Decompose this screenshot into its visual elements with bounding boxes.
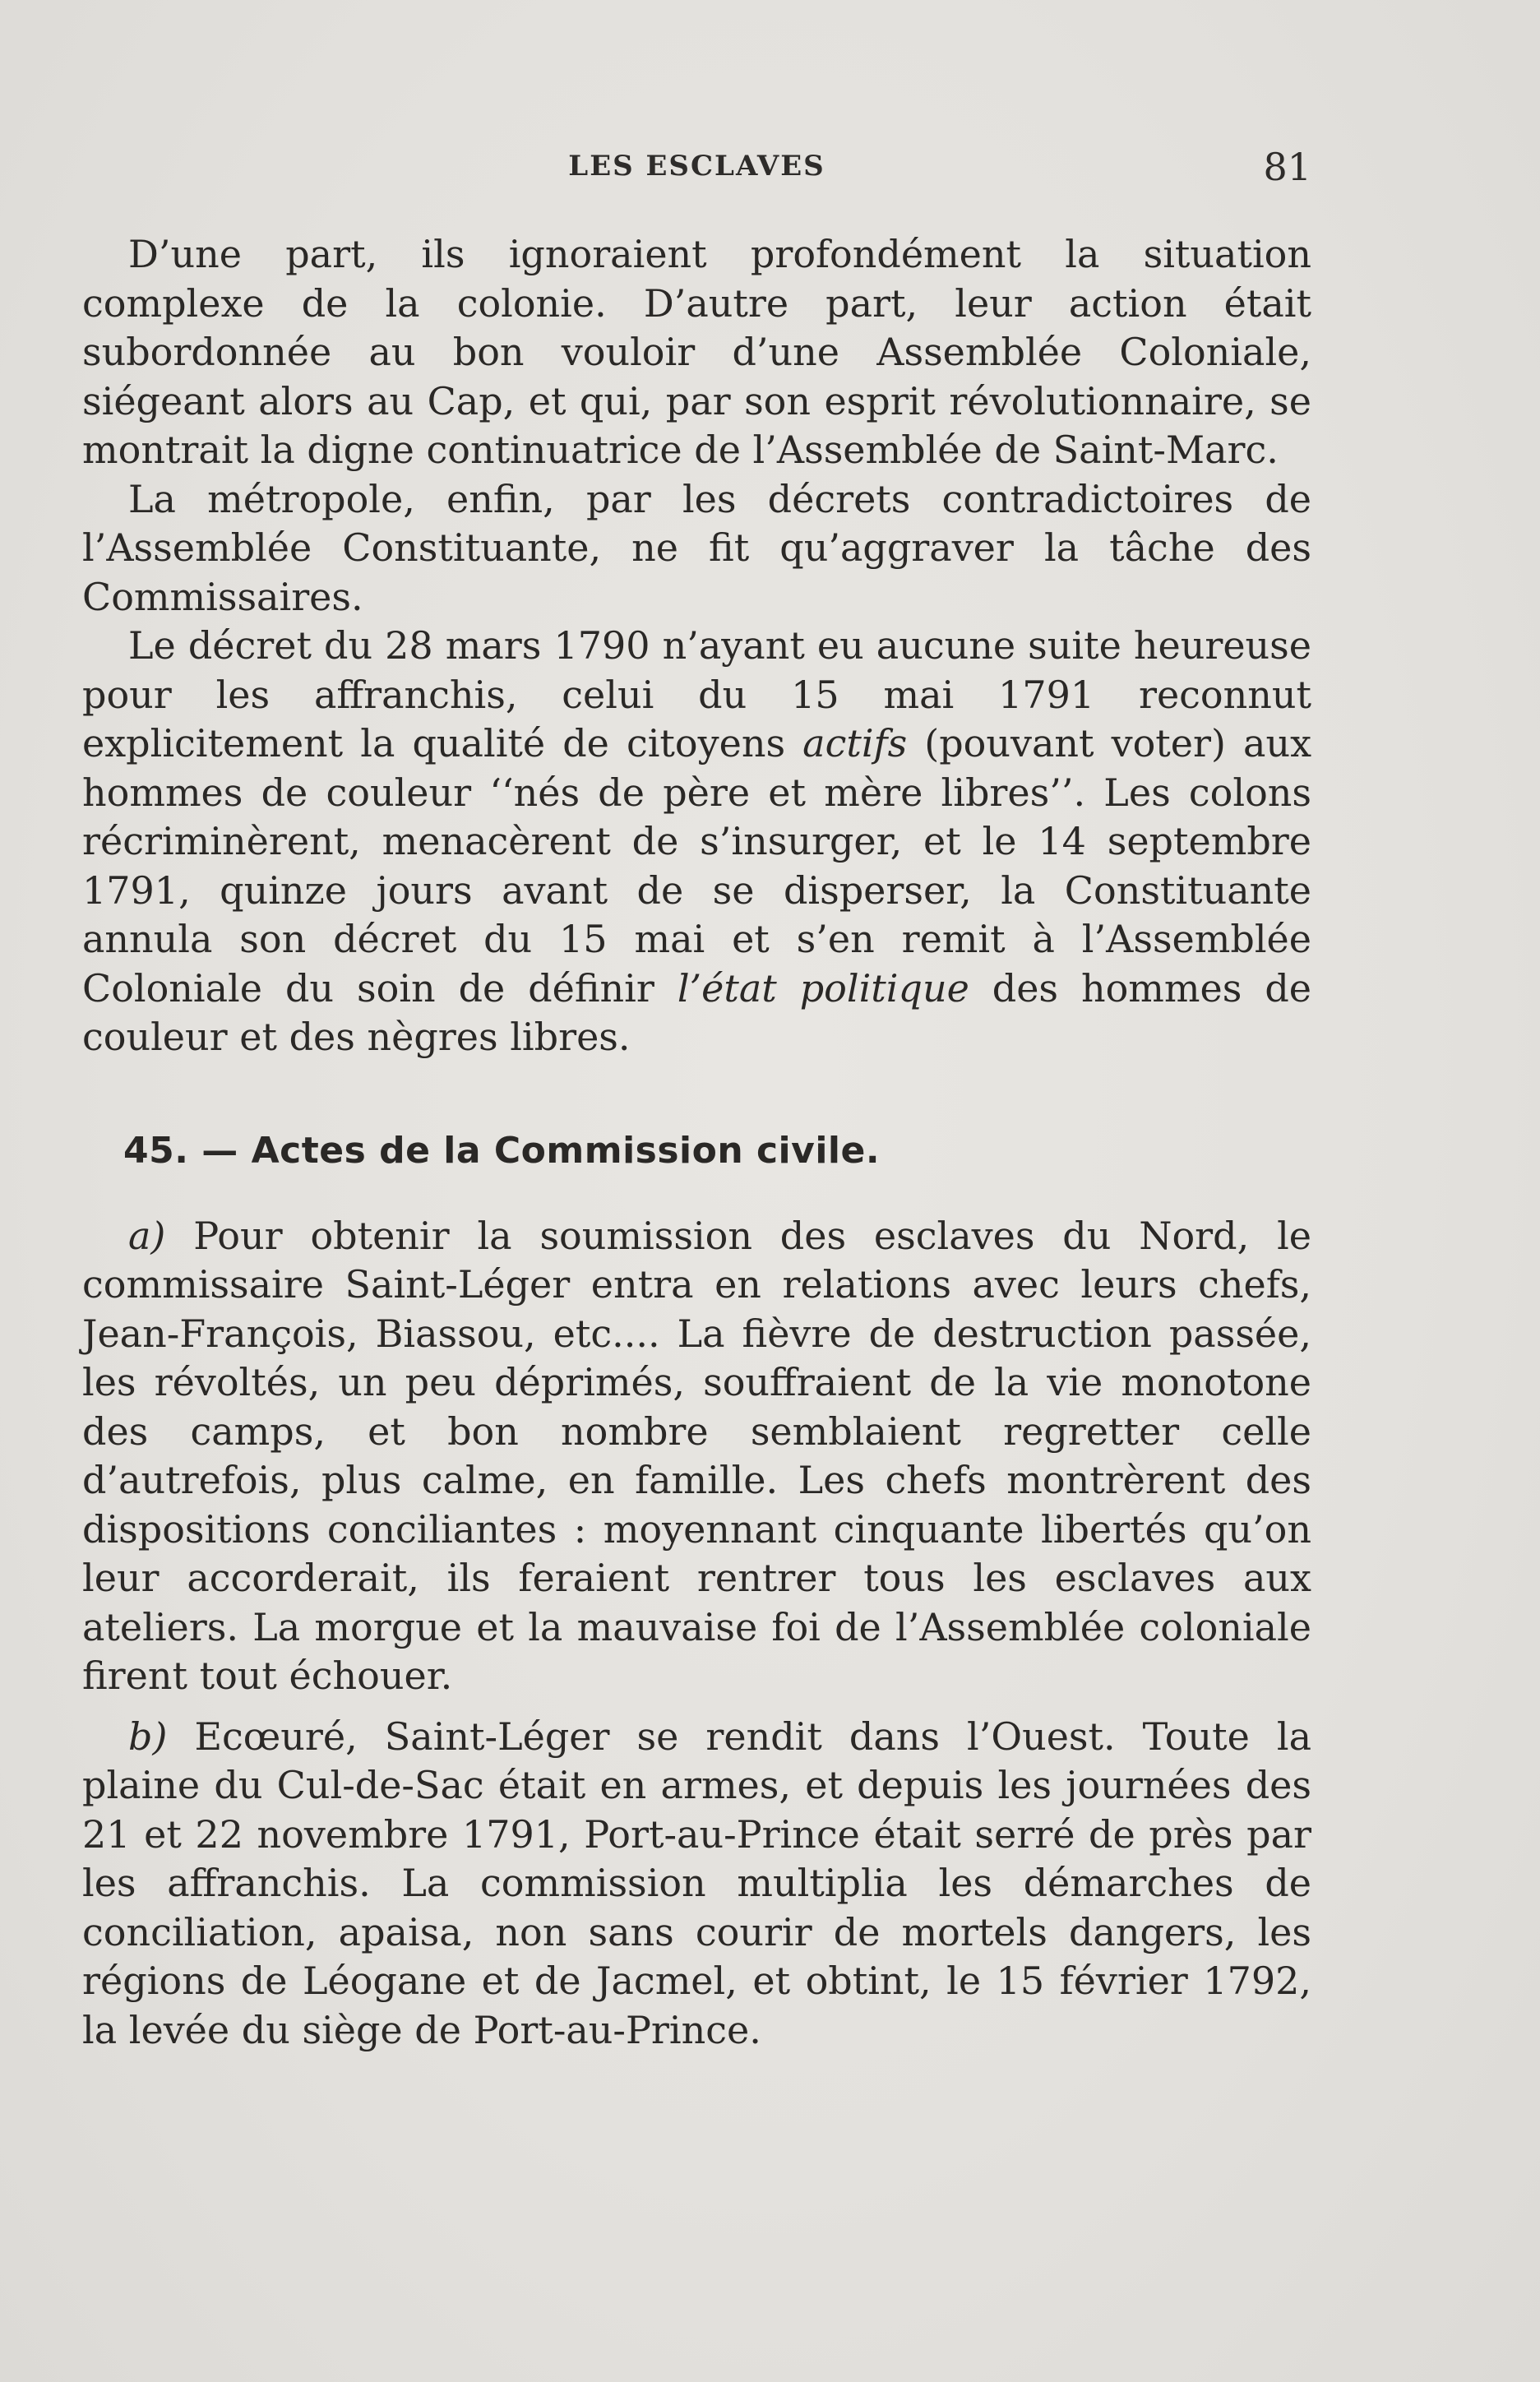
- running-head: [82, 145, 1311, 194]
- paragraph-a-text: Pour obtenir la soumission des esclaves du Nord, le commissaire Saint-Léger entra en relations avec leurs chefs, Jean-François, Biassou, etc.... La fièvre de destruction passée, les révoltés, un peu déprimés, souffraient de la vie monotone des camps, et bon nombre semblaient regretter celle d’autrefois, plus calme, en famille. Les chefs montrèrent des dispositions conciliantes : moyennant cinquante libertés qu’on leur accorderait, ils feraient rentrer tous les esclaves aux ateliers. La morgue et la mauvaise foi de l’Assemblée coloniale firent tout échouer.: [82, 1213, 1311, 1698]
- page-number: 81: [1263, 145, 1311, 189]
- list-marker-b: b): [128, 1714, 168, 1759]
- paragraph-b-text: Ecœuré, Saint-Léger se rendit dans l’Ouest. Toute la plaine du Cul-de-Sac était en armes, et depuis les journées des 21 et 22 novembre 1791, Port-au-Prince était serré de près par les affranchis. La commission multiplia les démarches de conciliation, apaisa, non sans courir de mortels dangers, les régions de Léogane et de Jacmel, et obtint, le 15 février 1792, la levée du siège de Port-au-Prince.: [82, 1714, 1311, 2052]
- paragraph-commissioners-ignorance: D’une part, ils ignoraient profondément la situation complexe de la colonie. D’autre part, leur action était subordonnée au bon vouloir d’une Assemblée Coloniale, siégeant alors au Cap, et qui, par son esprit révolutionnaire, se montrait la digne continuatrice de l’Assemblée de Saint-Marc.: [82, 232, 1311, 472]
- paragraph-b-saint-leger-west: [82, 1713, 1311, 2056]
- paragraph-decrees: [82, 622, 1311, 1062]
- section-heading: 45. — Actes de la Commission civile.: [123, 1129, 881, 1172]
- decrees-text-part-2: (pouvant voter) aux hommes de couleur ‘‘nés de père et mère libres’’. Les colons récriminèrent, menacèrent de s’insurger, et le 14 septembre 1791, quinze jours avant de se disperser, la Constituante annula son décret du 15 mai et s’en remit à l’Assemblée Coloniale du soin de définir: [82, 721, 1312, 1011]
- paragraph-metropole: La métropole, enfin, par les décrets contradictoires de l’Assemblée Constituante, ne fit qu’aggraver la tâche des Commissaires.: [82, 476, 1311, 619]
- italic-etat-politique: l’état politique: [677, 965, 969, 1011]
- list-marker-a: a): [128, 1213, 166, 1258]
- running-title: LES ESCLAVES: [568, 150, 825, 183]
- decrees-text-part-1: Le décret du 28 mars 1790 n’ayant eu aucune suite heureuse pour les affranchis, celui du 15 mai 1791 reconnut explicitement la qualité de citoyens: [82, 623, 1311, 765]
- paragraph-a-saint-leger-north: [82, 1212, 1311, 1701]
- italic-actifs: actifs: [802, 721, 908, 765]
- body-text: [82, 230, 1311, 2055]
- decrees-text-part-3: des hommes de couleur et des nègres libres.: [82, 965, 1311, 1059]
